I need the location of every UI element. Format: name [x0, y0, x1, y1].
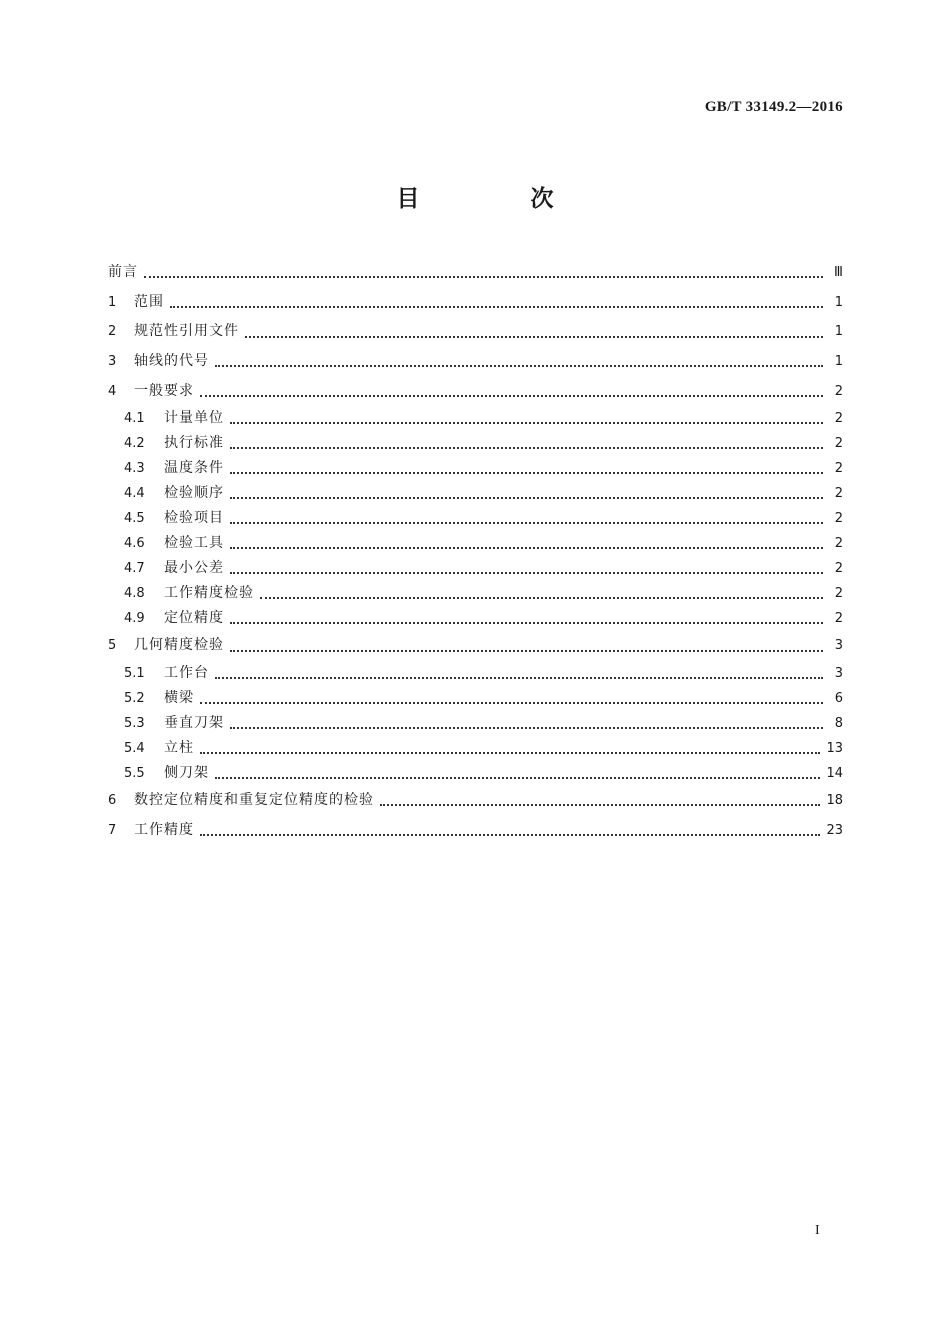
- leader-dots: [200, 701, 823, 704]
- toc-entry-number: 4.1: [124, 411, 145, 427]
- toc-entry-label: 数控定位精度和重复定位精度的检验: [134, 792, 374, 809]
- toc-entry-number: 4.3: [124, 461, 145, 477]
- toc-entry[interactable]: [108, 347, 843, 377]
- leader-dots: [230, 649, 823, 652]
- toc-entry-page: 3: [834, 666, 843, 682]
- leader-dots: [215, 776, 820, 779]
- toc-entry[interactable]: [108, 816, 843, 846]
- toc-entry-number: 5.5: [124, 766, 145, 782]
- toc-entry-page: 13: [826, 741, 843, 757]
- leader-dots: [230, 726, 823, 729]
- toc-subentry[interactable]: [108, 456, 843, 481]
- toc-entry-number: 2: [108, 324, 117, 340]
- toc-subentry[interactable]: [108, 736, 843, 761]
- toc-entry-label: 定位精度: [164, 610, 224, 627]
- toc-entry-label: 前言: [108, 264, 138, 280]
- toc-entry-page: 1: [834, 294, 843, 310]
- leader-dots: [230, 496, 823, 499]
- toc-entry[interactable]: [108, 786, 843, 816]
- toc-entry-page: 2: [834, 511, 843, 527]
- leader-dots: [230, 521, 823, 524]
- toc-subentry[interactable]: [108, 581, 843, 606]
- toc-entry-page: 2: [834, 461, 843, 477]
- page-title: 目 次: [396, 186, 598, 212]
- toc-subentry[interactable]: [108, 431, 843, 456]
- toc-entry-label: 垂直刀架: [164, 715, 224, 732]
- toc-entry[interactable]: [108, 631, 843, 661]
- toc-entry-page: 2: [834, 561, 843, 577]
- toc-entry[interactable]: [108, 317, 843, 347]
- toc-entry[interactable]: [108, 288, 843, 318]
- toc-entry-page: Ⅲ: [834, 265, 843, 280]
- toc-entry-page: 2: [834, 436, 843, 452]
- leader-dots: [230, 446, 823, 449]
- leader-dots: [230, 471, 823, 474]
- toc-entry-page: 2: [834, 536, 843, 552]
- leader-dots: [200, 833, 820, 836]
- leader-dots: [380, 803, 820, 806]
- leader-dots: [200, 751, 820, 754]
- standard-code: GB/T 33149.2—2016: [704, 99, 843, 115]
- footer-page-number: I: [815, 1223, 820, 1238]
- toc-entry-label: 工作台: [164, 665, 209, 682]
- toc-entry-number: 5: [108, 638, 117, 654]
- toc-entry-label: 一般要求: [134, 382, 194, 399]
- toc-entry-page: 2: [834, 486, 843, 502]
- toc-entry-page: 2: [834, 586, 843, 602]
- toc-entry-number: 5.3: [124, 716, 145, 732]
- leader-dots: [230, 621, 823, 624]
- leader-dots: [215, 676, 823, 679]
- toc-entry-page: 8: [834, 716, 843, 732]
- toc-entry-number: 4.5: [124, 511, 145, 527]
- toc-entry-number: 4.8: [124, 586, 145, 602]
- toc-subentry[interactable]: [108, 711, 843, 736]
- toc-subentry[interactable]: [108, 481, 843, 506]
- leader-dots: [245, 335, 823, 338]
- table-of-contents: [108, 258, 843, 846]
- toc-subentry[interactable]: [108, 686, 843, 711]
- toc-entry-label: 立柱: [164, 740, 194, 757]
- toc-entry-page: 1: [834, 354, 843, 370]
- toc-entry-number: 4: [108, 383, 117, 399]
- toc-subentry[interactable]: [108, 406, 843, 431]
- toc-entry-label: 规范性引用文件: [134, 323, 239, 340]
- toc-entry-number: 4.2: [124, 436, 145, 452]
- toc-entry-page: 2: [834, 383, 843, 399]
- toc-subentry[interactable]: [108, 761, 843, 786]
- toc-entry[interactable]: [108, 377, 843, 407]
- toc-subentry[interactable]: [108, 661, 843, 686]
- toc-entry-number: 4.7: [124, 561, 145, 577]
- leader-dots: [260, 596, 823, 599]
- toc-entry-label: 横梁: [164, 690, 194, 707]
- toc-entry-number: 4.9: [124, 611, 145, 627]
- toc-entry-label: 最小公差: [164, 560, 224, 577]
- toc-entry-number: 7: [108, 822, 117, 838]
- toc-entry-label: 检验工具: [164, 535, 224, 552]
- toc-entry-page: 1: [834, 324, 843, 340]
- toc-entry-number: 4.4: [124, 486, 145, 502]
- toc-entry-label: 轴线的代号: [134, 353, 209, 370]
- toc-entry-page: 23: [826, 822, 843, 838]
- leader-dots: [230, 571, 823, 574]
- toc-entry-label: 侧刀架: [164, 765, 209, 782]
- toc-entry-label: 范围: [134, 293, 164, 310]
- toc-entry-label: 工作精度检验: [164, 585, 254, 602]
- toc-entry-number: 6: [108, 793, 117, 809]
- toc-entry-label: 计量单位: [164, 410, 224, 427]
- toc-entry-page: 18: [826, 793, 843, 809]
- toc-subentry[interactable]: [108, 531, 843, 556]
- toc-entry-label: 几何精度检验: [134, 637, 224, 654]
- toc-entry-number: 5.4: [124, 741, 145, 757]
- toc-entry-label: 工作精度: [134, 821, 194, 838]
- leader-dots: [200, 394, 823, 397]
- toc-subentry[interactable]: [108, 606, 843, 631]
- toc-entry-number: 4.6: [124, 536, 145, 552]
- toc-entry-label: 执行标准: [164, 435, 224, 452]
- toc-subentry[interactable]: [108, 506, 843, 531]
- toc-entry-page: 3: [834, 638, 843, 654]
- toc-entry-label: 检验项目: [164, 510, 224, 527]
- toc-entry-label: 检验顺序: [164, 485, 224, 502]
- toc-subentry[interactable]: [108, 556, 843, 581]
- toc-entry-label: 温度条件: [164, 460, 224, 477]
- toc-entry-number: 3: [108, 354, 117, 370]
- toc-entry-number: 5.2: [124, 691, 145, 707]
- leader-dots: [230, 421, 823, 424]
- toc-entry-page: 2: [834, 611, 843, 627]
- leader-dots: [170, 305, 823, 308]
- toc-entry[interactable]: [108, 258, 843, 288]
- leader-dots: [215, 364, 823, 367]
- toc-entry-number: 5.1: [124, 666, 145, 682]
- toc-entry-page: 14: [826, 766, 843, 782]
- toc-entry-page: 6: [834, 691, 843, 707]
- leader-dots: [230, 546, 823, 549]
- leader-dots: [144, 275, 823, 278]
- toc-entry-page: 2: [834, 411, 843, 427]
- toc-entry-number: 1: [108, 294, 117, 310]
